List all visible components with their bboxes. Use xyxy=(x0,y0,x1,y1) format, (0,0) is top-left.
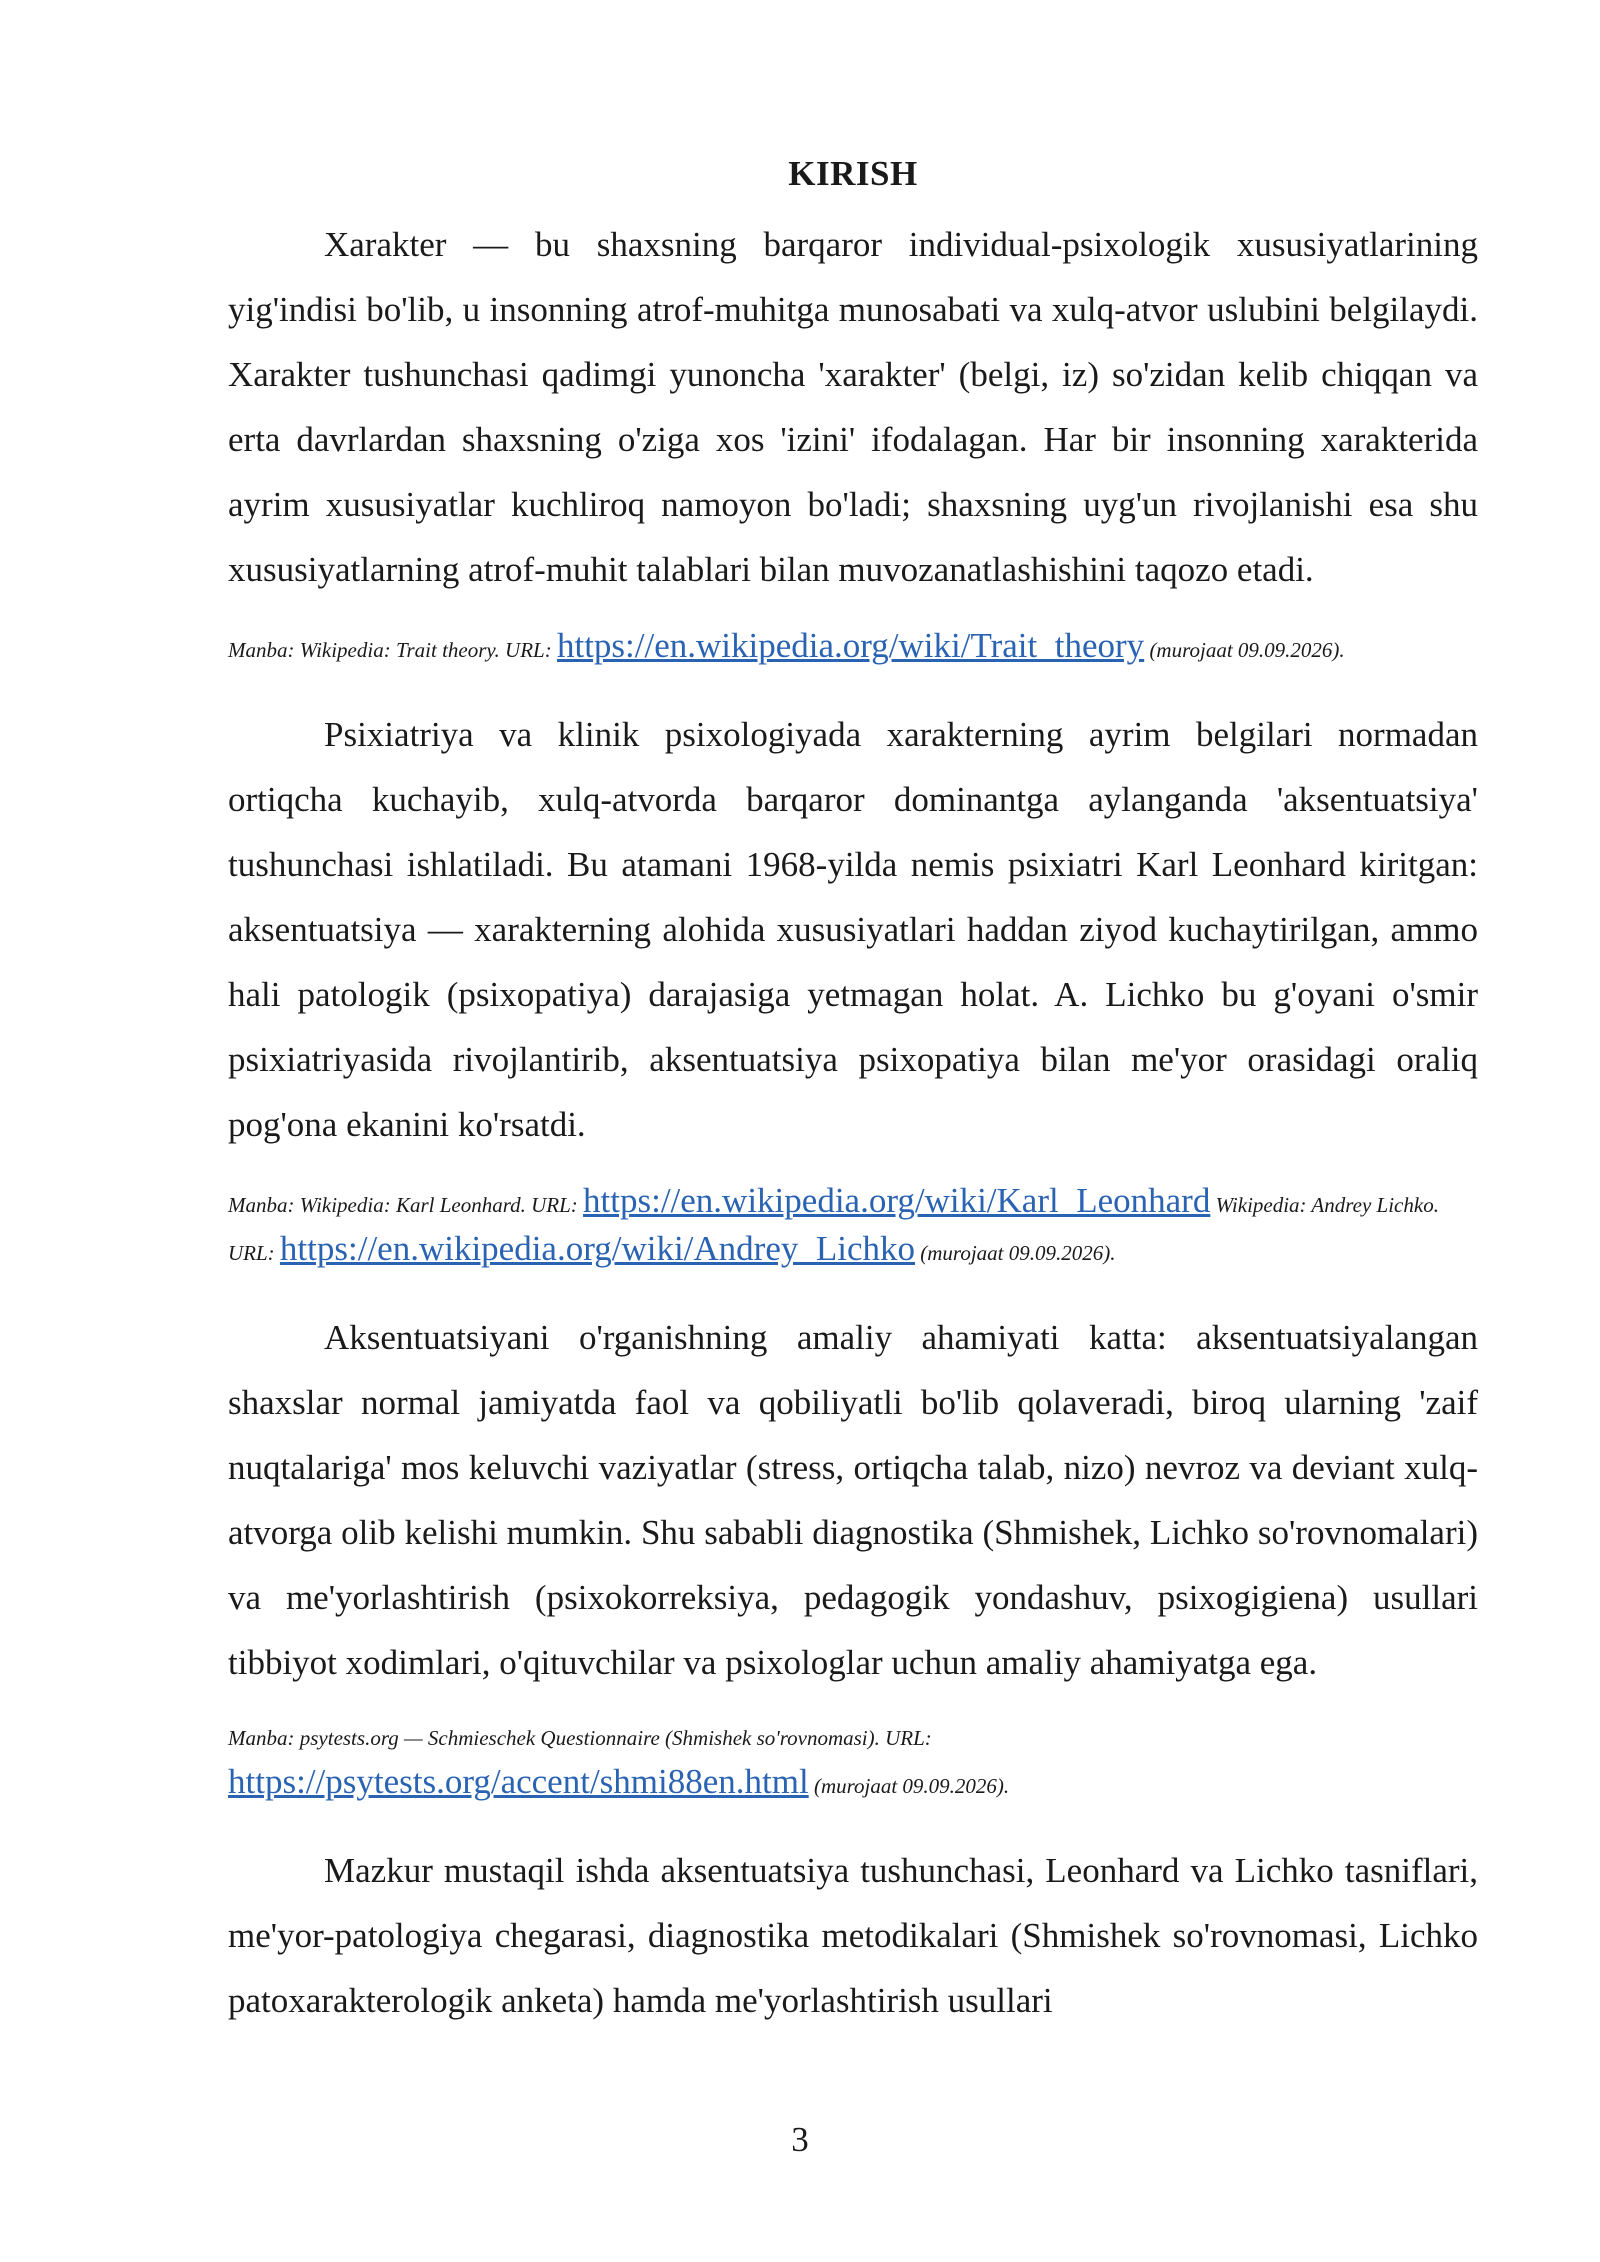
paragraph-2: Psixiatriya va klinik psixologiyada xarakterning ayrim belgilari normadan ortiqcha kuchayib, xulq-atvorda barqaror dominantga aylanganda 'aksentuatsiya' tushunchasi ishlatiladi. Bu atamani 1968-yilda nemis psixiatri Karl Leonhard kiritgan: aksentuatsiya — xarakterning alohida xususiyatlari haddan ziyod kuchaytirilgan, ammo hali patologik (psixopatiya) darajasiga yetmagan holat. A. Lichko bu g'oyani o'smir psixiatriyasida rivojlantirib, aksentuatsiya psixopatiya bilan me'yor orasidagi oraliq pog'ona ekanini ko'rsatdi. xyxy=(228,715,1478,1144)
source-suffix: (murojaat 09.09.2026). xyxy=(915,1241,1116,1265)
paragraph-3: Aksentuatsiyani o'rganishning amaliy ahamiyati katta: aksentuatsiyalangan shaxslar normal jamiyatda faol va qobiliyatli bo'lib qolaveradi, biroq ularning 'zaif nuqtalariga' mos keluvchi vaziyatlar (stress, ortiqcha talab, nizo) nevroz va deviant xulq-atvorga olib kelishi mumkin. Shu sababli diagnostika (Shmishek, Lichko so'rovnomalari) va me'yorlashtirish (psixokorreksiya, pedagogik yondashuv, psixogigiena) usullari tibbiyot xodimlari, o'qituvchilar va psixologlar uchun amaliy ahamiyatga ega. xyxy=(228,1318,1478,1682)
source-citation-1 xyxy=(228,624,1478,672)
page-number: 3 xyxy=(791,2120,809,2159)
paragraph-4: Mazkur mustaqil ishda aksentuatsiya tushunchasi, Leonhard va Lichko tasniflari, me'yor-patologiya chegarasi, diagnostika metodikalari (Shmishek so'rovnomasi, Lichko patoxarakterologik anketa) hamda me'yorlashtirish usullari xyxy=(228,1851,1478,2020)
source-suffix: (murojaat 09.09.2026). xyxy=(808,1774,1010,1798)
source-link-karl-leonhard[interactable]: https://en.wikipedia.org/wiki/Karl_Leonhard xyxy=(583,1181,1211,1220)
source-link-trait-theory[interactable]: https://en.wikipedia.org/wiki/Trait_theory xyxy=(556,626,1145,665)
source-prefix: Manba: psytests.org — Schmieschek Questionnaire (Shmishek so'rovnomasi). URL: xyxy=(228,1726,932,1750)
source-prefix: Manba: Wikipedia: Karl Leonhard. URL: xyxy=(228,1193,584,1217)
paragraph-1: Xarakter — bu shaxsning barqaror individual-psixologik xususiyatlarining yig'indisi bo'lib, u insonning atrof-muhitga munosabati va xulq-atvor uslubini belgilaydi. Xarakter tushunchasi qadimgi yunoncha 'xarakter' (belgi, iz) so'zidan kelib chiqqan va erta davrlardan shaxsning o'ziga xos 'izini' ifodalagan. Har bir insonning xarakterida ayrim xususiyatlar kuchliroq namoyon bo'ladi; shaxsning uyg'un rivojlanishi esa shu xususiyatlarning atrof-muhit talablari bilan muvozanatlashishini taqozo etadi. xyxy=(228,225,1478,589)
source-link-psytests[interactable]: https://psytests.org/accent/shmi88en.html xyxy=(228,1762,809,1801)
source-middle: Wikipedia: Andrey Lichko. URL: xyxy=(228,1193,1439,1265)
page-content xyxy=(228,150,1478,2033)
section-title: KIRISH xyxy=(788,154,918,193)
source-citation-3 xyxy=(228,1717,1478,1808)
source-link-andrey-lichko[interactable]: https://en.wikipedia.org/wiki/Andrey_Lichko xyxy=(279,1229,916,1268)
source-prefix: Manba: Wikipedia: Trait theory. URL: xyxy=(228,638,557,662)
source-citation-2 xyxy=(228,1179,1478,1275)
source-suffix: (murojaat 09.09.2026). xyxy=(1144,638,1345,662)
